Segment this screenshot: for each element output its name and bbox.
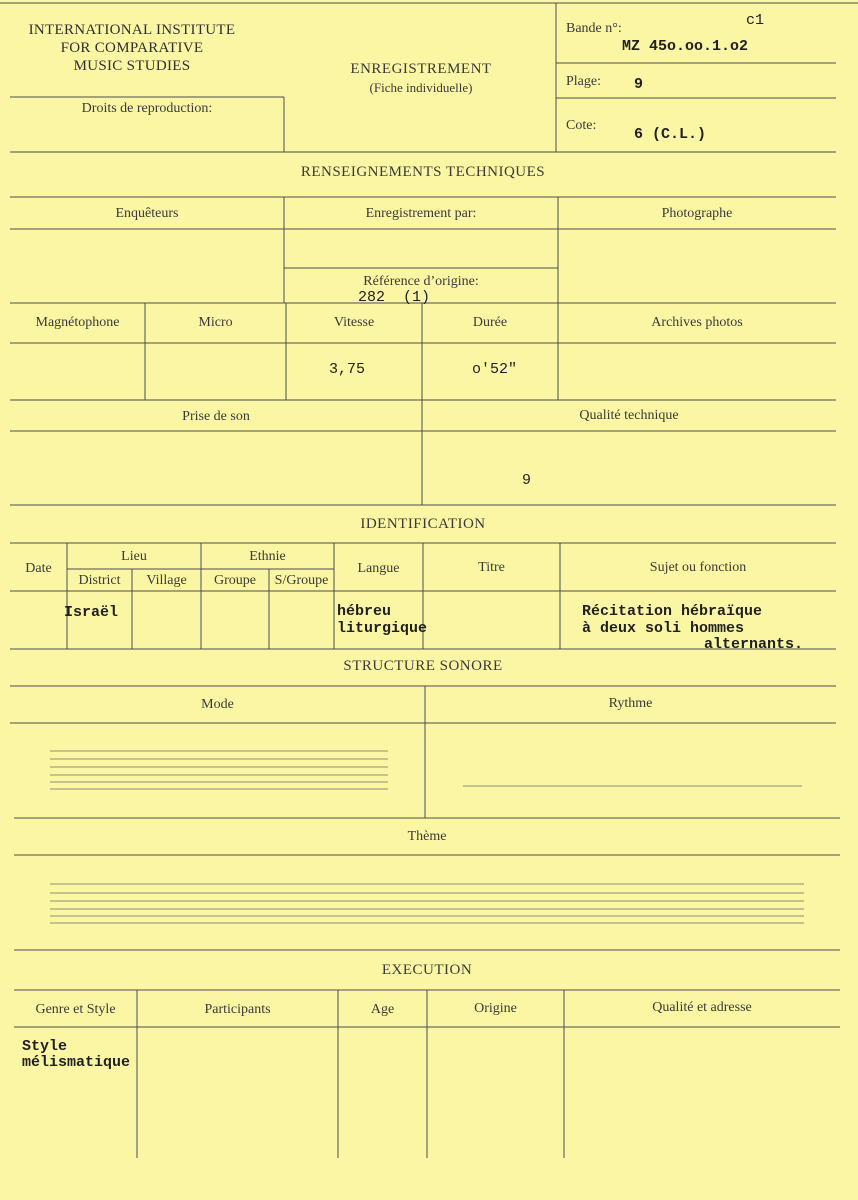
reference-origine-value: 282 (1) bbox=[358, 289, 431, 306]
langue-value-line2: liturgique bbox=[337, 620, 428, 637]
section-title-execution: EXECUTION bbox=[381, 962, 473, 978]
cote-label: Cote: bbox=[566, 118, 597, 133]
institute-name-line1: INTERNATIONAL INSTITUTE bbox=[28, 22, 236, 38]
bande-label: Bande n°: bbox=[566, 21, 622, 36]
duree-label: Durée bbox=[472, 315, 508, 330]
groupe-label: Groupe bbox=[214, 573, 256, 588]
genre-style-label: Genre et Style bbox=[35, 1002, 116, 1017]
droits-reproduction-label: Droits de reproduction: bbox=[81, 101, 213, 116]
enregistrement-par-label: Enregistrement par: bbox=[365, 206, 477, 221]
prise-de-son-label: Prise de son bbox=[182, 409, 250, 424]
langue-value-line1: hébreu bbox=[337, 603, 392, 620]
district-value: Israël bbox=[64, 604, 119, 621]
section-title-structure-sonore: STRUCTURE SONORE bbox=[343, 658, 503, 674]
date-label: Date bbox=[25, 561, 52, 576]
rythme-label: Rythme bbox=[608, 696, 653, 711]
form-subtitle: (Fiche individuelle) bbox=[369, 80, 473, 95]
reference-origine-label: Référence d’origine: bbox=[363, 274, 479, 289]
cote-value: 6 (C.L.) bbox=[634, 126, 707, 143]
sujet-value-line2: à deux soli hommes bbox=[582, 620, 745, 637]
sujet-fonction-label: Sujet ou fonction bbox=[649, 560, 747, 575]
genre-value-line1: Style bbox=[22, 1038, 68, 1055]
section-title-identification: IDENTIFICATION bbox=[360, 516, 486, 532]
origine-label: Origine bbox=[474, 1001, 517, 1016]
vitesse-value: 3,75 bbox=[329, 361, 366, 378]
district-label: District bbox=[78, 573, 121, 588]
titre-label: Titre bbox=[478, 560, 505, 575]
genre-value-line2: mélismatique bbox=[22, 1054, 131, 1071]
qualite-technique-label: Qualité technique bbox=[579, 408, 679, 423]
bande-value: MZ 45o.oo.1.o2 bbox=[622, 38, 749, 55]
lieu-label: Lieu bbox=[121, 549, 147, 564]
duree-value: o'52" bbox=[472, 361, 518, 378]
institute-name-line2: FOR COMPARATIVE bbox=[60, 40, 204, 56]
institute-name-line3: MUSIC STUDIES bbox=[73, 58, 191, 74]
enqueteurs-label: Enquêteurs bbox=[115, 206, 179, 221]
form-title: ENREGISTREMENT bbox=[350, 61, 492, 77]
sujet-value-line3: alternants. bbox=[704, 636, 804, 653]
magnetophone-label: Magnétophone bbox=[35, 315, 120, 330]
langue-label: Langue bbox=[357, 561, 400, 576]
vitesse-label: Vitesse bbox=[333, 315, 375, 330]
archives-photos-label: Archives photos bbox=[651, 315, 743, 330]
qualite-technique-value: 9 bbox=[522, 472, 532, 489]
section-title-renseignements: RENSEIGNEMENTS TECHNIQUES bbox=[300, 164, 546, 180]
micro-label: Micro bbox=[198, 315, 233, 330]
qualite-adresse-label: Qualité et adresse bbox=[652, 1000, 752, 1015]
ethnie-label: Ethnie bbox=[249, 549, 286, 564]
photographe-label: Photographe bbox=[661, 206, 733, 221]
plage-value: 9 bbox=[634, 76, 644, 93]
village-label: Village bbox=[146, 573, 187, 588]
participants-label: Participants bbox=[204, 1002, 271, 1017]
theme-label: Thème bbox=[407, 829, 447, 844]
sujet-value-line1: Récitation hébraïque bbox=[582, 603, 763, 620]
age-label: Age bbox=[370, 1002, 395, 1017]
plage-label: Plage: bbox=[566, 74, 601, 89]
mode-label: Mode bbox=[201, 697, 234, 712]
s-groupe-label: S/Groupe bbox=[274, 573, 329, 588]
bande-handwritten-mark: c1 bbox=[746, 12, 765, 29]
